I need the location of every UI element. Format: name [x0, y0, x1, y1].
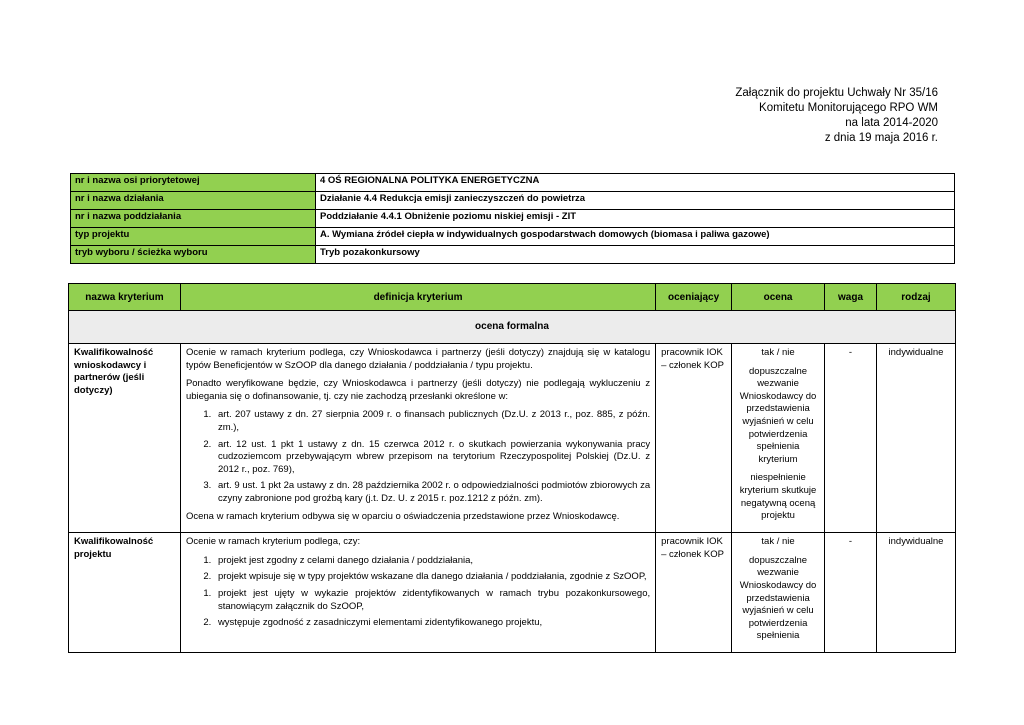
column-header: oceniający [656, 284, 732, 311]
section-title: ocena formalna [69, 311, 956, 344]
column-header: waga [825, 284, 877, 311]
criterion-name: Kwalifikowalność projektu [69, 533, 181, 653]
section-row [69, 311, 956, 344]
definition-list [186, 409, 650, 505]
header-line: na lata 2014-2020 [845, 117, 938, 129]
table-row [69, 344, 956, 533]
criterion-score [732, 533, 825, 653]
definition-list [186, 555, 650, 630]
info-value: Poddziałanie 4.4.1 Obniżenie poziomu niskiej emisji - ZIT [316, 210, 955, 228]
list-item: 3. art. 9 ust. 1 pkt 2a ustawy z dn. 28 października 2002 r. o odpowiedzialności podmiotów zbiorowych za czyny zabronione pod groźbą kary (j.t. Dz. U. z 2015 r. poz.1212 z późn. zm). [214, 480, 650, 505]
table-row [71, 174, 955, 192]
criterion-name: Kwalifikowalność wnioskodawcy i partnerów (jeśli dotyczy) [69, 344, 181, 533]
definition-paragraph: Ocenie w ramach kryterium podlega, czy Wnioskodawca i partnerzy (jeśli dotyczy) znajdują się w katalogu typów Beneficjentów w SzOOP dla danego działania / poddziałania / typu projektu. [185, 347, 651, 371]
info-value: A. Wymiana źródeł ciepła w indywidualnych gospodarstwach domowych (biomasa i paliwa gazowe) [316, 228, 955, 246]
score-line: niespełnienie kryterium skutkuje negatywną oceną projektu [739, 472, 817, 522]
table-row [71, 210, 955, 228]
criterion-evaluator: pracownik IOK – członek KOP [656, 344, 732, 533]
list-item: 1. projekt jest ujęty w wykazie projektów zidentyfikowanych w ramach trybu pozakonkursowego, stanowiącym załącznik do SzOOP, [214, 588, 650, 613]
project-info-table [70, 173, 955, 264]
header-line: z dnia 19 maja 2016 r. [824, 132, 938, 144]
definition-paragraph: Ocenie w ramach kryterium podlega, czy: [185, 536, 361, 548]
table-row [71, 246, 955, 264]
criterion-definition [180, 533, 655, 653]
table-row [71, 192, 955, 210]
score-line: dopuszczalne wezwanie Wnioskodawcy do przedstawienia wyjaśnień w celu potwierdzenia spełnienia kryterium [739, 365, 817, 465]
criteria-table [68, 283, 956, 653]
info-key: tryb wyboru / ścieżka wyboru [71, 246, 316, 264]
info-key: nr i nazwa osi priorytetowej [71, 174, 316, 192]
table-header-row [69, 284, 956, 311]
document-header-note [735, 86, 938, 146]
column-header: rodzaj [876, 284, 955, 311]
info-value: 4 OŚ REGIONALNA POLITYKA ENERGETYCZNA [316, 174, 955, 192]
criterion-score [732, 344, 825, 533]
definition-paragraph: Ocena w ramach kryterium odbywa się w oparciu o oświadczenia przedstawione przez Wnioskodawcę. [185, 510, 620, 522]
header-line: Komitetu Monitorującego RPO WM [759, 102, 938, 114]
info-value: Tryb pozakonkursowy [316, 246, 955, 264]
table-row [69, 533, 956, 653]
info-key: nr i nazwa działania [71, 192, 316, 210]
table-row [71, 228, 955, 246]
criterion-weight: - [825, 344, 877, 533]
score-line: tak / nie [761, 536, 795, 548]
column-header: nazwa kryterium [69, 284, 181, 311]
column-header: ocena [732, 284, 825, 311]
list-item: 2. art. 12 ust. 1 pkt 1 ustawy z dn. 15 czerwca 2012 r. o skutkach powierzania wykonywania pracy cudzoziemcom przebywającym wbrew przepisom na terytorium Rzeczypospolitej Polskiej (Dz.U. z 2012 r., poz. 769), [214, 439, 650, 477]
definition-paragraph: Ponadto weryfikowane będzie, czy Wnioskodawca i partnerzy (jeśli dotyczy) nie podlegają wykluczeniu z ubiegania się o dofinansowanie, tj. czy nie zachodzą przesłanki określone w: [185, 378, 651, 402]
list-item: 2. występuje zgodność z zasadniczymi elementami zidentyfikowanego projektu, [214, 617, 650, 630]
list-item: 2. projekt wpisuje się w typy projektów wskazane dla danego działania / poddziałania, zgodnie z SzOOP, [214, 571, 650, 584]
score-line: dopuszczalne wezwanie Wnioskodawcy do przedstawienia wyjaśnień w celu potwierdzenia spełnienia [739, 554, 817, 642]
list-item: 1. projekt jest zgodny z celami danego działania / poddziałania, [214, 555, 650, 568]
criterion-type: indywidualne [876, 533, 955, 653]
header-line: Załącznik do projektu Uchwały Nr 35/16 [735, 87, 938, 99]
info-key: nr i nazwa poddziałania [71, 210, 316, 228]
criterion-definition [180, 344, 655, 533]
criterion-weight: - [825, 533, 877, 653]
score-line: tak / nie [761, 347, 795, 358]
criterion-type: indywidualne [876, 344, 955, 533]
list-item: 1. art. 207 ustawy z dn. 27 sierpnia 2009 r. o finansach publicznych (Dz.U. z 2013 r., poz. 885, z późn. zm.), [214, 409, 650, 434]
info-key: typ projektu [71, 228, 316, 246]
column-header: definicja kryterium [180, 284, 655, 311]
info-value: Działanie 4.4 Redukcja emisji zanieczyszczeń do powietrza [316, 192, 955, 210]
criterion-evaluator: pracownik IOK – członek KOP [656, 533, 732, 653]
